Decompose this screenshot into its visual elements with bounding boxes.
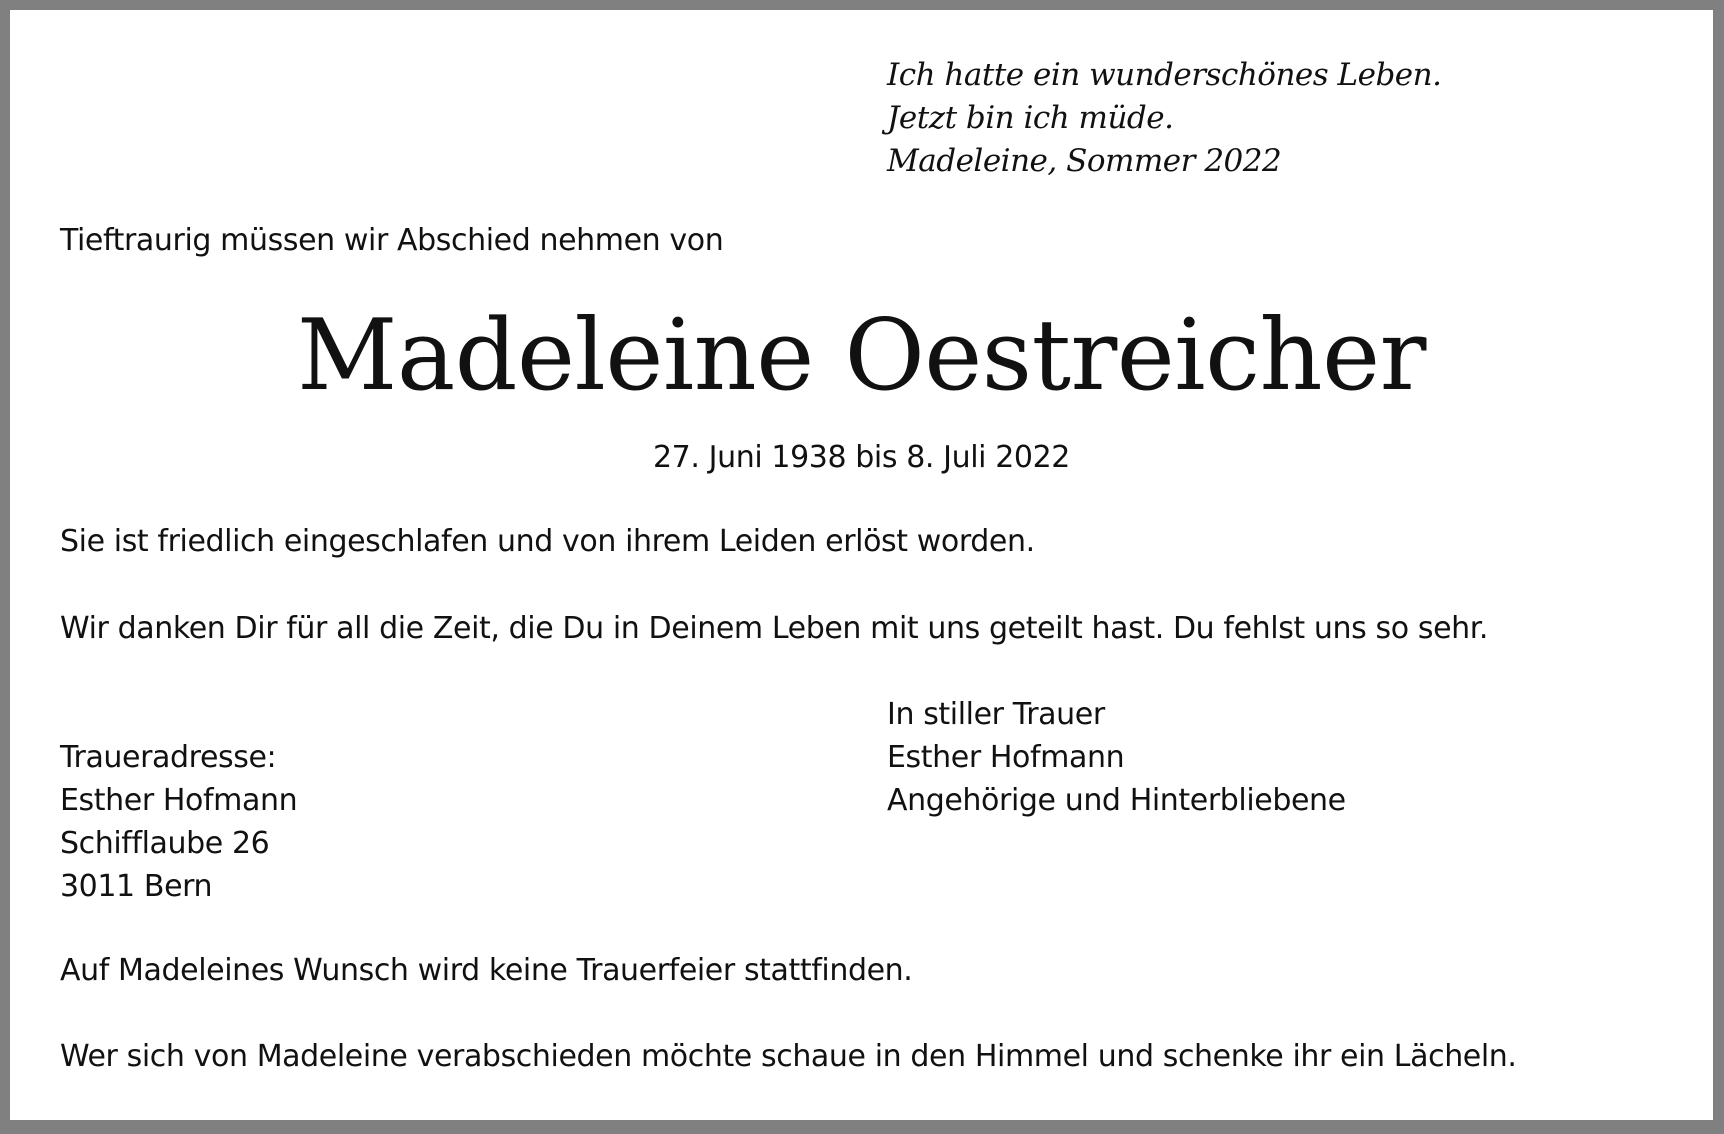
obituary-card xyxy=(10,10,1713,1120)
mourners-block xyxy=(887,693,1346,822)
paragraph-peaceful: Sie ist friedlich eingeschlafen und von ihrem Leiden erlöst worden. xyxy=(60,524,1035,559)
paragraph-no-ceremony: Auf Madeleines Wunsch wird keine Trauerfeier stattfinden. xyxy=(60,953,913,988)
address-name: Esther Hofmann xyxy=(60,783,298,818)
mourning-address xyxy=(60,736,297,908)
quote-line-2: Jetzt bin ich müde. xyxy=(887,100,1174,136)
paragraph-thanks: Wir danken Dir für all die Zeit, die Du in Deinem Leben mit uns geteilt hast. Du fehlst uns so sehr. xyxy=(60,611,1489,646)
epitaph-quote xyxy=(887,54,1441,183)
deceased-name: Madeleine Oestreicher xyxy=(297,299,1426,413)
mourners-heading: In stiller Trauer xyxy=(887,697,1105,732)
life-dates: 27. Juni 1938 bis 8. Juli 2022 xyxy=(653,440,1070,475)
address-street: Schifflaube 26 xyxy=(60,826,270,861)
intro-text: Tieftraurig müssen wir Abschied nehmen von xyxy=(60,223,724,258)
quote-line-3: Madeleine, Sommer 2022 xyxy=(887,143,1282,179)
mourner-name: Esther Hofmann xyxy=(887,740,1125,775)
paragraph-farewell: Wer sich von Madeleine verabschieden möchte schaue in den Himmel und schenke ihr ein Lächeln. xyxy=(60,1039,1517,1074)
address-label: Traueradresse: xyxy=(60,740,277,775)
quote-line-1: Ich hatte ein wunderschönes Leben. xyxy=(887,57,1442,93)
address-city: 3011 Bern xyxy=(60,869,213,904)
mourners-others: Angehörige und Hinterbliebene xyxy=(887,783,1346,818)
